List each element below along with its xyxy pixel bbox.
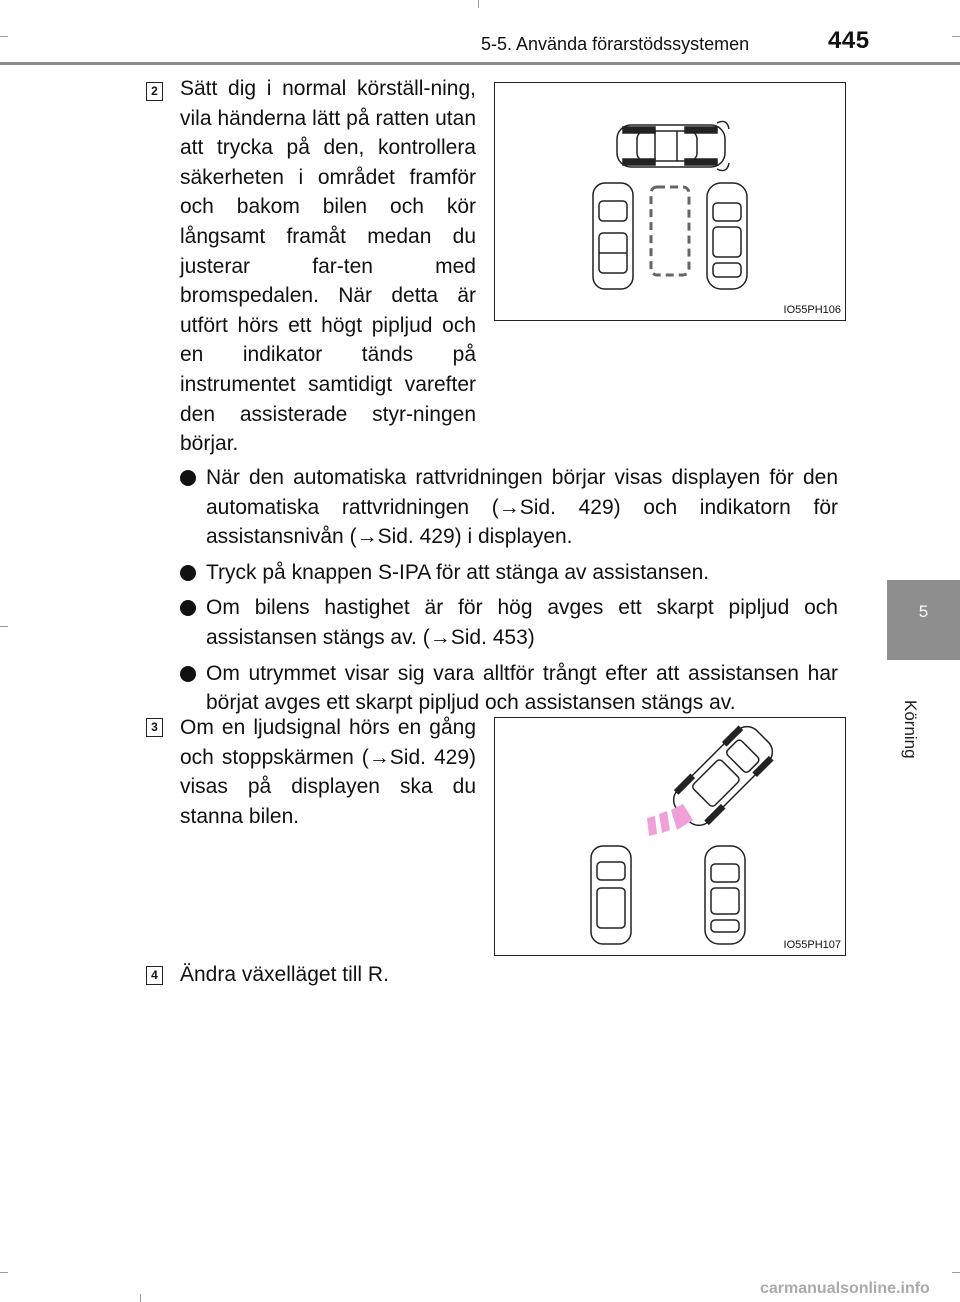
- section-title: 5-5. Använda förarstödssystemen: [481, 34, 750, 54]
- bullet-icon: [180, 565, 196, 581]
- bullet-text: Om bilens hastighet är för hög avges ett skarpt pipljud och assistansen stängs av. (→Sid. 453): [206, 596, 838, 649]
- crop-mark: [952, 1272, 960, 1273]
- watermark: carmanualsonline.info: [760, 1280, 930, 1297]
- bullet-icon: [180, 666, 196, 682]
- chapter-number: 5: [918, 602, 929, 621]
- header-rule: [0, 62, 960, 65]
- bullet-icon: [180, 470, 196, 486]
- crop-mark: [478, 0, 479, 8]
- page-number: 445: [828, 27, 870, 54]
- list-item: [180, 463, 838, 552]
- chapter-tab[interactable]: [887, 580, 960, 660]
- list-item: [180, 593, 838, 652]
- chapter-label: Körning: [901, 700, 920, 759]
- step-number-badge: 4: [146, 966, 163, 985]
- bullet-text: Tryck på knappen S-IPA för att stänga av assistansen.: [206, 560, 710, 584]
- crop-mark: [952, 36, 960, 37]
- illustration-code: IO55PH106: [783, 304, 841, 316]
- crop-mark: [0, 626, 8, 627]
- bullet-list: [180, 463, 838, 724]
- step-4-text: Ändra växelläget till R.: [180, 963, 389, 986]
- step-number-badge: 3: [146, 718, 163, 737]
- parking-diagram: [495, 83, 845, 320]
- parking-illustration-1: [494, 82, 846, 321]
- bullet-icon: [180, 600, 196, 616]
- list-item: [180, 659, 838, 718]
- illustration-code: IO55PH107: [783, 939, 841, 951]
- parking-illustration-2: [494, 717, 846, 956]
- step-2-text: Sätt dig i normal körställ-ning, vila händerna lätt på ratten utan att trycka på den, kontrollera säkerheten i området framför och bakom bilen och kör långsamt framåt medan du justerar far-ten med bromspedalen. När detta är utfört hörs ett högt pipljud och en indikator tänds på instrumentet samtidigt varefter den assisterade styr-ningen börjar.: [180, 77, 476, 456]
- step-number-badge: 2: [146, 82, 163, 101]
- stop-diagram: [495, 718, 845, 955]
- list-item: [180, 558, 838, 588]
- crop-mark: [140, 1294, 141, 1302]
- crop-mark: [0, 36, 8, 37]
- step-3-text: Om en ljudsignal hörs en gång och stoppskärmen (→Sid. 429) visas på displayen ska du stanna bilen.: [180, 716, 476, 828]
- bullet-text: Om utrymmet visar sig vara alltför trångt efter att assistansen har börjat avges ett skarpt pipljud och assistansen stängs av.: [206, 661, 838, 715]
- bullet-text: När den automatiska rattvridningen börjar visas displayen för den automatiska rattvridningen (→Sid. 429) och indikatorn för assistansnivån (→Sid. 429) i displayen.: [206, 466, 838, 549]
- crop-mark: [0, 1272, 8, 1273]
